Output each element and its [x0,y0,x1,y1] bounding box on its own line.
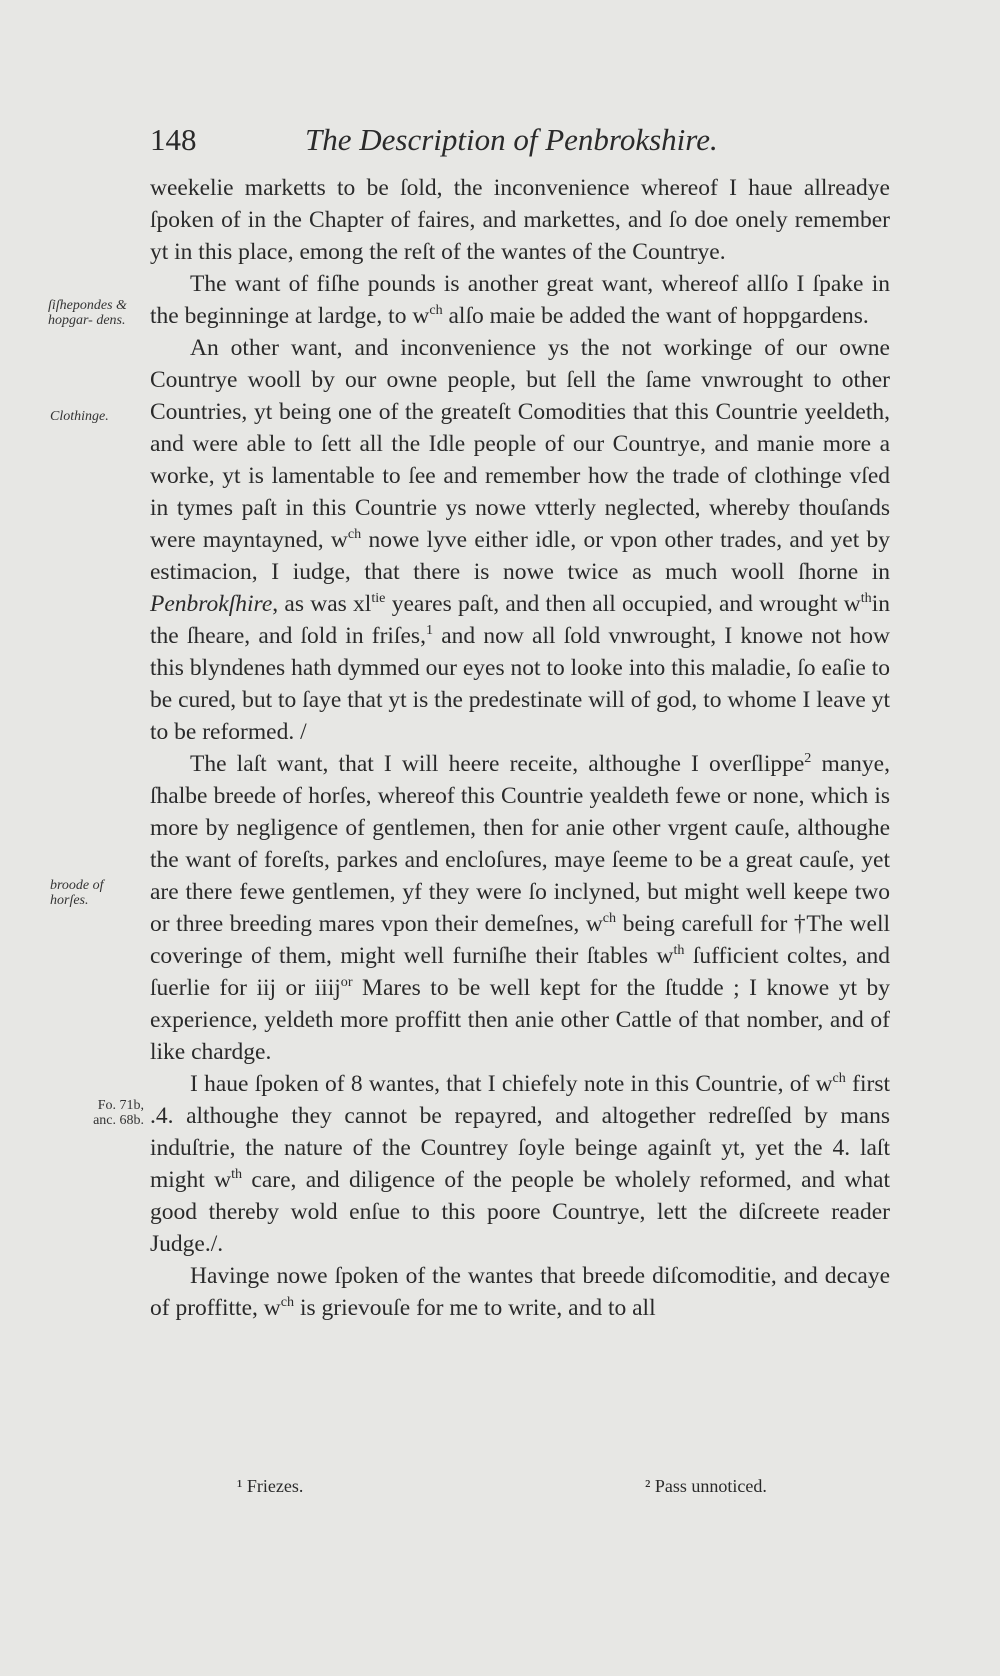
paragraph-6: Havinge nowe ſpoken of the wantes that breede diſcomoditie, and decaye of proffitte, $w^{ch}$ is grievouſe for me to write, and to all [150,1263,890,1321]
margin-note-fishponds: ſiſhepondes & hopgar- dens. [48,298,127,328]
page-number: 148 [150,122,197,157]
margin-note-folio [40,1098,144,1128]
folio-line-2: anc. 68b. [93,1113,144,1128]
paragraph-1: weekelie marketts to be ſold, the inconvenience whereof I haue allreadye ſpoken of in the Chapter of faires, and markettes, and ſo doe onely remember yt in this place, emong the reſt of the wantes of the Countrye. [150,175,890,265]
footnote-2: ² Pass unnoticed. [645,1476,767,1496]
footnote-1: ¹ Friezes. [237,1476,304,1496]
paragraph-3: An other want, and inconvenience ys the not workinge of our owne Countrye wooll by our owne people, but ſell the ſame vnwrought to other Countries, yt being one of the greateſt Comodities that this Countrie yeeldeth, and were able to ſett all the Idle people of our Countrye, and manie more a worke, yt is lamentable to ſee and remember how the trade of clothinge vſed in tymes paſt in this Countrie ys nowe vtterly neglected, whereby thouſands were mayntayned, $w^{ch}$ nowe lyve either idle, or vpon other trades, and yet by estimacion, I iudge, that there is nowe twice as much wooll ſhorne in Penbrokſhire, as was $xl^{tie}$ yeares paſt, and then all occupied, and wrought $w^{th}in$ the ſheare, and ſold in friſes,$^1$ and now all ſold vnwrought, I knowe not how this blyndenes hath dymmed our eyes not to looke into this maladie, ſo eaſie to be cured, but to ſaye that yt is the predestinate will of god, to whome I leave yt to be reformed. / [150,335,890,745]
running-title: The Description of Penbrokshire. [305,122,718,157]
folio-line-1: Fo. 71b, [97,1098,144,1113]
margin-note-horses: broode of horſes. [50,878,104,908]
paragraph-4: The laſt want, that I will heere receite, althoughe I overſlippe$^2$ manye, ſhalbe breede of horſes, whereof this Countrie yealdeth fewe or none, which is more by negligence of gentlemen, then for anie other vrgent cauſe, althoughe the want of foreſts, parkes and encloſures, maye ſeeme to be a great cauſe, yet are there fewe gentlemen, yf they were ſo inclyned, but might well keepe two or three breeding mares vpon their demeſnes, $w^{ch}$ being carefull for †The well coveringe of them, might well furniſhe their ſtables $w^{th}$ ſufficient coltes, and ſuerlie for iij or iiij$^{or}$ Mares to be well kept for the ſtudde ; I knowe yt by experience, yeldeth more proffitt then anie other Cattle of that nomber, and of like chardge. [150,750,891,1065]
main-text [150,172,890,1324]
margin-note-clothing: Clothinge. [50,409,109,424]
paragraph-5: I haue ſpoken of 8 wantes, that I chiefely note in this Countrie, of $w^{ch}$ first .4. althoughe they cannot be repayred, and altogether redreſſed by mans induſtrie, the nature of the Countrey ſoyle beinge againſt yt, yet the 4. laſt might $w^{th}$ care, and diligence of the people be wholely reformed, and what good thereby wold enſue to this poore Countrye, lett the diſcreete reader Judge./. [150,1070,890,1257]
paragraph-2: The want of fiſhe pounds is another great want, whereof allſo I ſpake in the beginninge at lardge, to $w^{ch}$ alſo maie be added the want of hoppgardens. [150,271,890,329]
